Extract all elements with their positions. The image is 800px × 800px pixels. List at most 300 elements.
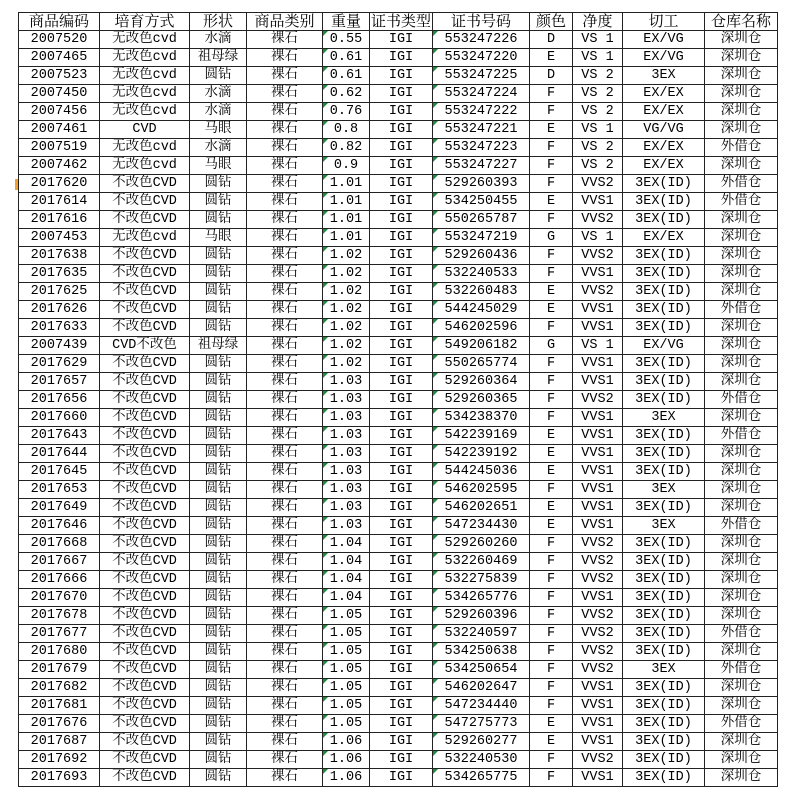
cell-shape[interactable]: [190, 355, 247, 373]
header-color[interactable]: 颜色: [530, 12, 573, 31]
cell-product-category[interactable]: [247, 571, 323, 589]
cell-certificate-type[interactable]: [370, 67, 433, 85]
cell-color[interactable]: [530, 175, 573, 193]
cell-certificate-number[interactable]: [433, 373, 530, 391]
cell-product-code[interactable]: [18, 157, 100, 175]
cell-certificate-number[interactable]: [433, 445, 530, 463]
cell-product-code[interactable]: [18, 571, 100, 589]
cell-cut[interactable]: [623, 337, 705, 355]
cell-cultivation-method[interactable]: [100, 607, 190, 625]
cell-shape[interactable]: [190, 337, 247, 355]
cell-cultivation-method[interactable]: [100, 625, 190, 643]
cell-warehouse[interactable]: [705, 553, 778, 571]
cell-cut[interactable]: [623, 355, 705, 373]
cell-certificate-number[interactable]: [433, 481, 530, 499]
cell-certificate-number[interactable]: [433, 193, 530, 211]
cell-certificate-type[interactable]: [370, 211, 433, 229]
cell-clarity[interactable]: [573, 139, 623, 157]
cell-cut[interactable]: [623, 157, 705, 175]
cell-product-code[interactable]: [18, 373, 100, 391]
cell-cut[interactable]: [623, 733, 705, 751]
cell-product-category[interactable]: [247, 85, 323, 103]
cell-clarity[interactable]: [573, 157, 623, 175]
cell-clarity[interactable]: [573, 733, 623, 751]
cell-product-code[interactable]: [18, 283, 100, 301]
cell-clarity[interactable]: [573, 49, 623, 67]
cell-certificate-number[interactable]: [433, 265, 530, 283]
cell-shape[interactable]: [190, 535, 247, 553]
cell-product-category[interactable]: [247, 355, 323, 373]
header-warehouse[interactable]: 仓库名称: [705, 12, 778, 31]
cell-product-code[interactable]: [18, 31, 100, 49]
cell-product-code[interactable]: [18, 409, 100, 427]
cell-clarity[interactable]: [573, 679, 623, 697]
cell-shape[interactable]: [190, 463, 247, 481]
cell-certificate-type[interactable]: [370, 751, 433, 769]
cell-product-category[interactable]: [247, 139, 323, 157]
cell-weight[interactable]: [323, 265, 370, 283]
cell-certificate-type[interactable]: [370, 121, 433, 139]
cell-certificate-type[interactable]: [370, 481, 433, 499]
cell-certificate-type[interactable]: [370, 85, 433, 103]
cell-clarity[interactable]: [573, 625, 623, 643]
cell-product-code[interactable]: [18, 589, 100, 607]
cell-color[interactable]: [530, 625, 573, 643]
cell-product-code[interactable]: [18, 715, 100, 733]
cell-product-code[interactable]: [18, 175, 100, 193]
cell-shape[interactable]: [190, 319, 247, 337]
cell-weight[interactable]: [323, 679, 370, 697]
cell-certificate-type[interactable]: [370, 517, 433, 535]
cell-cut[interactable]: [623, 85, 705, 103]
cell-product-code[interactable]: [18, 337, 100, 355]
cell-clarity[interactable]: [573, 211, 623, 229]
cell-certificate-number[interactable]: [433, 85, 530, 103]
cell-clarity[interactable]: [573, 463, 623, 481]
cell-shape[interactable]: [190, 499, 247, 517]
cell-cut[interactable]: [623, 499, 705, 517]
cell-certificate-number[interactable]: [433, 715, 530, 733]
cell-cultivation-method[interactable]: [100, 445, 190, 463]
header-cut[interactable]: 切工: [623, 12, 705, 31]
cell-certificate-number[interactable]: [433, 391, 530, 409]
cell-certificate-type[interactable]: [370, 193, 433, 211]
cell-weight[interactable]: [323, 499, 370, 517]
cell-color[interactable]: [530, 85, 573, 103]
cell-warehouse[interactable]: [705, 265, 778, 283]
cell-clarity[interactable]: [573, 103, 623, 121]
cell-weight[interactable]: [323, 625, 370, 643]
cell-certificate-type[interactable]: [370, 391, 433, 409]
cell-product-code[interactable]: [18, 229, 100, 247]
cell-warehouse[interactable]: [705, 211, 778, 229]
cell-product-code[interactable]: [18, 769, 100, 787]
cell-color[interactable]: [530, 229, 573, 247]
cell-warehouse[interactable]: [705, 319, 778, 337]
cell-clarity[interactable]: [573, 751, 623, 769]
cell-certificate-number[interactable]: [433, 121, 530, 139]
cell-color[interactable]: [530, 31, 573, 49]
cell-color[interactable]: [530, 355, 573, 373]
cell-cut[interactable]: [623, 463, 705, 481]
cell-warehouse[interactable]: [705, 607, 778, 625]
cell-shape[interactable]: [190, 715, 247, 733]
cell-cut[interactable]: [623, 571, 705, 589]
cell-cultivation-method[interactable]: [100, 571, 190, 589]
cell-warehouse[interactable]: [705, 355, 778, 373]
cell-product-category[interactable]: [247, 121, 323, 139]
cell-weight[interactable]: [323, 283, 370, 301]
cell-clarity[interactable]: [573, 697, 623, 715]
cell-clarity[interactable]: [573, 607, 623, 625]
cell-certificate-number[interactable]: [433, 661, 530, 679]
cell-color[interactable]: [530, 499, 573, 517]
cell-clarity[interactable]: [573, 643, 623, 661]
cell-weight[interactable]: [323, 157, 370, 175]
cell-weight[interactable]: [323, 769, 370, 787]
cell-product-code[interactable]: [18, 103, 100, 121]
cell-certificate-type[interactable]: [370, 679, 433, 697]
cell-certificate-type[interactable]: [370, 769, 433, 787]
cell-product-category[interactable]: [247, 445, 323, 463]
cell-certificate-type[interactable]: [370, 589, 433, 607]
cell-clarity[interactable]: [573, 589, 623, 607]
cell-product-code[interactable]: [18, 67, 100, 85]
cell-certificate-type[interactable]: [370, 283, 433, 301]
cell-warehouse[interactable]: [705, 175, 778, 193]
cell-weight[interactable]: [323, 589, 370, 607]
header-product-category[interactable]: 商品类别: [247, 12, 323, 31]
cell-certificate-number[interactable]: [433, 625, 530, 643]
cell-weight[interactable]: [323, 31, 370, 49]
cell-cultivation-method[interactable]: [100, 121, 190, 139]
cell-shape[interactable]: [190, 157, 247, 175]
cell-product-category[interactable]: [247, 229, 323, 247]
cell-clarity[interactable]: [573, 571, 623, 589]
cell-product-category[interactable]: [247, 481, 323, 499]
cell-color[interactable]: [530, 265, 573, 283]
cell-certificate-number[interactable]: [433, 301, 530, 319]
cell-certificate-type[interactable]: [370, 427, 433, 445]
cell-weight[interactable]: [323, 85, 370, 103]
cell-shape[interactable]: [190, 697, 247, 715]
cell-warehouse[interactable]: [705, 337, 778, 355]
cell-shape[interactable]: [190, 67, 247, 85]
cell-certificate-type[interactable]: [370, 103, 433, 121]
cell-product-category[interactable]: [247, 697, 323, 715]
cell-warehouse[interactable]: [705, 121, 778, 139]
cell-shape[interactable]: [190, 769, 247, 787]
cell-cultivation-method[interactable]: [100, 193, 190, 211]
cell-warehouse[interactable]: [705, 31, 778, 49]
cell-certificate-type[interactable]: [370, 733, 433, 751]
cell-clarity[interactable]: [573, 337, 623, 355]
cell-cultivation-method[interactable]: [100, 427, 190, 445]
cell-cut[interactable]: [623, 715, 705, 733]
cell-product-code[interactable]: [18, 463, 100, 481]
cell-certificate-number[interactable]: [433, 247, 530, 265]
cell-cultivation-method[interactable]: [100, 499, 190, 517]
cell-cut[interactable]: [623, 445, 705, 463]
cell-certificate-number[interactable]: [433, 409, 530, 427]
cell-cut[interactable]: [623, 373, 705, 391]
cell-certificate-number[interactable]: [433, 229, 530, 247]
cell-product-code[interactable]: [18, 49, 100, 67]
cell-warehouse[interactable]: [705, 733, 778, 751]
cell-product-category[interactable]: [247, 661, 323, 679]
cell-clarity[interactable]: [573, 301, 623, 319]
cell-cultivation-method[interactable]: [100, 715, 190, 733]
cell-weight[interactable]: [323, 463, 370, 481]
cell-shape[interactable]: [190, 517, 247, 535]
cell-certificate-type[interactable]: [370, 31, 433, 49]
cell-certificate-number[interactable]: [433, 139, 530, 157]
cell-product-category[interactable]: [247, 643, 323, 661]
cell-color[interactable]: [530, 121, 573, 139]
cell-product-category[interactable]: [247, 211, 323, 229]
header-weight[interactable]: 重量: [323, 12, 370, 31]
cell-warehouse[interactable]: [705, 85, 778, 103]
cell-cultivation-method[interactable]: [100, 769, 190, 787]
cell-certificate-number[interactable]: [433, 733, 530, 751]
cell-cultivation-method[interactable]: [100, 643, 190, 661]
cell-product-category[interactable]: [247, 49, 323, 67]
cell-shape[interactable]: [190, 391, 247, 409]
cell-cultivation-method[interactable]: [100, 319, 190, 337]
cell-weight[interactable]: [323, 661, 370, 679]
cell-clarity[interactable]: [573, 553, 623, 571]
cell-cut[interactable]: [623, 247, 705, 265]
cell-color[interactable]: [530, 283, 573, 301]
cell-shape[interactable]: [190, 625, 247, 643]
cell-cultivation-method[interactable]: [100, 391, 190, 409]
cell-color[interactable]: [530, 571, 573, 589]
cell-color[interactable]: [530, 211, 573, 229]
cell-cut[interactable]: [623, 265, 705, 283]
cell-product-code[interactable]: [18, 481, 100, 499]
cell-weight[interactable]: [323, 715, 370, 733]
cell-certificate-type[interactable]: [370, 697, 433, 715]
cell-product-category[interactable]: [247, 589, 323, 607]
cell-cut[interactable]: [623, 319, 705, 337]
cell-certificate-type[interactable]: [370, 499, 433, 517]
cell-certificate-number[interactable]: [433, 697, 530, 715]
cell-color[interactable]: [530, 427, 573, 445]
cell-warehouse[interactable]: [705, 67, 778, 85]
cell-color[interactable]: [530, 247, 573, 265]
cell-certificate-number[interactable]: [433, 355, 530, 373]
cell-certificate-type[interactable]: [370, 337, 433, 355]
cell-certificate-type[interactable]: [370, 229, 433, 247]
cell-product-category[interactable]: [247, 67, 323, 85]
cell-cut[interactable]: [623, 661, 705, 679]
cell-certificate-type[interactable]: [370, 571, 433, 589]
cell-product-category[interactable]: [247, 463, 323, 481]
cell-certificate-number[interactable]: [433, 49, 530, 67]
cell-cut[interactable]: [623, 697, 705, 715]
cell-certificate-number[interactable]: [433, 157, 530, 175]
cell-certificate-number[interactable]: [433, 319, 530, 337]
cell-certificate-number[interactable]: [433, 283, 530, 301]
cell-cut[interactable]: [623, 427, 705, 445]
cell-shape[interactable]: [190, 445, 247, 463]
cell-shape[interactable]: [190, 229, 247, 247]
cell-product-code[interactable]: [18, 697, 100, 715]
cell-color[interactable]: [530, 751, 573, 769]
cell-weight[interactable]: [323, 211, 370, 229]
cell-color[interactable]: [530, 319, 573, 337]
cell-warehouse[interactable]: [705, 769, 778, 787]
header-clarity[interactable]: 净度: [573, 12, 623, 31]
cell-warehouse[interactable]: [705, 193, 778, 211]
cell-clarity[interactable]: [573, 517, 623, 535]
cell-color[interactable]: [530, 769, 573, 787]
cell-product-code[interactable]: [18, 535, 100, 553]
cell-cultivation-method[interactable]: [100, 247, 190, 265]
cell-warehouse[interactable]: [705, 589, 778, 607]
cell-product-code[interactable]: [18, 445, 100, 463]
cell-product-category[interactable]: [247, 103, 323, 121]
cell-shape[interactable]: [190, 103, 247, 121]
cell-cultivation-method[interactable]: [100, 301, 190, 319]
cell-shape[interactable]: [190, 643, 247, 661]
cell-shape[interactable]: [190, 211, 247, 229]
cell-warehouse[interactable]: [705, 697, 778, 715]
header-shape[interactable]: 形状: [190, 12, 247, 31]
cell-clarity[interactable]: [573, 427, 623, 445]
cell-shape[interactable]: [190, 427, 247, 445]
cell-certificate-type[interactable]: [370, 175, 433, 193]
cell-weight[interactable]: [323, 607, 370, 625]
cell-weight[interactable]: [323, 319, 370, 337]
cell-color[interactable]: [530, 589, 573, 607]
cell-shape[interactable]: [190, 121, 247, 139]
cell-certificate-number[interactable]: [433, 607, 530, 625]
cell-shape[interactable]: [190, 661, 247, 679]
cell-color[interactable]: [530, 553, 573, 571]
cell-cultivation-method[interactable]: [100, 535, 190, 553]
cell-shape[interactable]: [190, 85, 247, 103]
cell-certificate-type[interactable]: [370, 715, 433, 733]
cell-certificate-number[interactable]: [433, 463, 530, 481]
cell-cultivation-method[interactable]: [100, 229, 190, 247]
cell-color[interactable]: [530, 445, 573, 463]
cell-weight[interactable]: [323, 337, 370, 355]
cell-shape[interactable]: [190, 607, 247, 625]
cell-product-code[interactable]: [18, 319, 100, 337]
cell-product-code[interactable]: [18, 517, 100, 535]
cell-color[interactable]: [530, 193, 573, 211]
cell-clarity[interactable]: [573, 319, 623, 337]
cell-cut[interactable]: [623, 769, 705, 787]
cell-product-category[interactable]: [247, 31, 323, 49]
cell-cultivation-method[interactable]: [100, 409, 190, 427]
cell-warehouse[interactable]: [705, 139, 778, 157]
cell-product-category[interactable]: [247, 427, 323, 445]
cell-color[interactable]: [530, 67, 573, 85]
cell-shape[interactable]: [190, 751, 247, 769]
cell-shape[interactable]: [190, 481, 247, 499]
cell-certificate-type[interactable]: [370, 139, 433, 157]
cell-product-category[interactable]: [247, 265, 323, 283]
cell-shape[interactable]: [190, 301, 247, 319]
cell-product-code[interactable]: [18, 679, 100, 697]
cell-cut[interactable]: [623, 31, 705, 49]
cell-product-category[interactable]: [247, 769, 323, 787]
cell-cut[interactable]: [623, 301, 705, 319]
cell-certificate-type[interactable]: [370, 643, 433, 661]
cell-product-category[interactable]: [247, 679, 323, 697]
cell-cut[interactable]: [623, 553, 705, 571]
cell-certificate-number[interactable]: [433, 769, 530, 787]
cell-certificate-type[interactable]: [370, 553, 433, 571]
cell-cultivation-method[interactable]: [100, 265, 190, 283]
cell-cut[interactable]: [623, 103, 705, 121]
cell-warehouse[interactable]: [705, 157, 778, 175]
cell-cut[interactable]: [623, 211, 705, 229]
cell-product-category[interactable]: [247, 751, 323, 769]
cell-cut[interactable]: [623, 481, 705, 499]
cell-color[interactable]: [530, 661, 573, 679]
cell-certificate-type[interactable]: [370, 49, 433, 67]
cell-product-category[interactable]: [247, 499, 323, 517]
cell-weight[interactable]: [323, 139, 370, 157]
cell-cultivation-method[interactable]: [100, 373, 190, 391]
cell-warehouse[interactable]: [705, 283, 778, 301]
cell-cultivation-method[interactable]: [100, 589, 190, 607]
cell-clarity[interactable]: [573, 391, 623, 409]
cell-warehouse[interactable]: [705, 499, 778, 517]
cell-cut[interactable]: [623, 175, 705, 193]
cell-warehouse[interactable]: [705, 427, 778, 445]
cell-product-category[interactable]: [247, 517, 323, 535]
cell-certificate-number[interactable]: [433, 517, 530, 535]
cell-clarity[interactable]: [573, 247, 623, 265]
cell-product-category[interactable]: [247, 535, 323, 553]
cell-certificate-number[interactable]: [433, 679, 530, 697]
cell-warehouse[interactable]: [705, 661, 778, 679]
cell-warehouse[interactable]: [705, 445, 778, 463]
cell-product-category[interactable]: [247, 607, 323, 625]
cell-cultivation-method[interactable]: [100, 751, 190, 769]
cell-warehouse[interactable]: [705, 715, 778, 733]
cell-certificate-type[interactable]: [370, 409, 433, 427]
cell-color[interactable]: [530, 103, 573, 121]
cell-shape[interactable]: [190, 409, 247, 427]
cell-product-category[interactable]: [247, 373, 323, 391]
cell-warehouse[interactable]: [705, 409, 778, 427]
cell-cut[interactable]: [623, 283, 705, 301]
cell-warehouse[interactable]: [705, 373, 778, 391]
cell-color[interactable]: [530, 301, 573, 319]
cell-clarity[interactable]: [573, 229, 623, 247]
cell-product-code[interactable]: [18, 211, 100, 229]
cell-color[interactable]: [530, 535, 573, 553]
cell-cultivation-method[interactable]: [100, 175, 190, 193]
cell-certificate-number[interactable]: [433, 499, 530, 517]
cell-product-code[interactable]: [18, 625, 100, 643]
cell-clarity[interactable]: [573, 373, 623, 391]
cell-shape[interactable]: [190, 571, 247, 589]
cell-certificate-type[interactable]: [370, 661, 433, 679]
cell-warehouse[interactable]: [705, 103, 778, 121]
cell-certificate-type[interactable]: [370, 247, 433, 265]
cell-cultivation-method[interactable]: [100, 139, 190, 157]
cell-product-category[interactable]: [247, 283, 323, 301]
header-certificate-type[interactable]: 证书类型: [370, 13, 431, 30]
cell-certificate-number[interactable]: [433, 67, 530, 85]
cell-clarity[interactable]: [573, 409, 623, 427]
